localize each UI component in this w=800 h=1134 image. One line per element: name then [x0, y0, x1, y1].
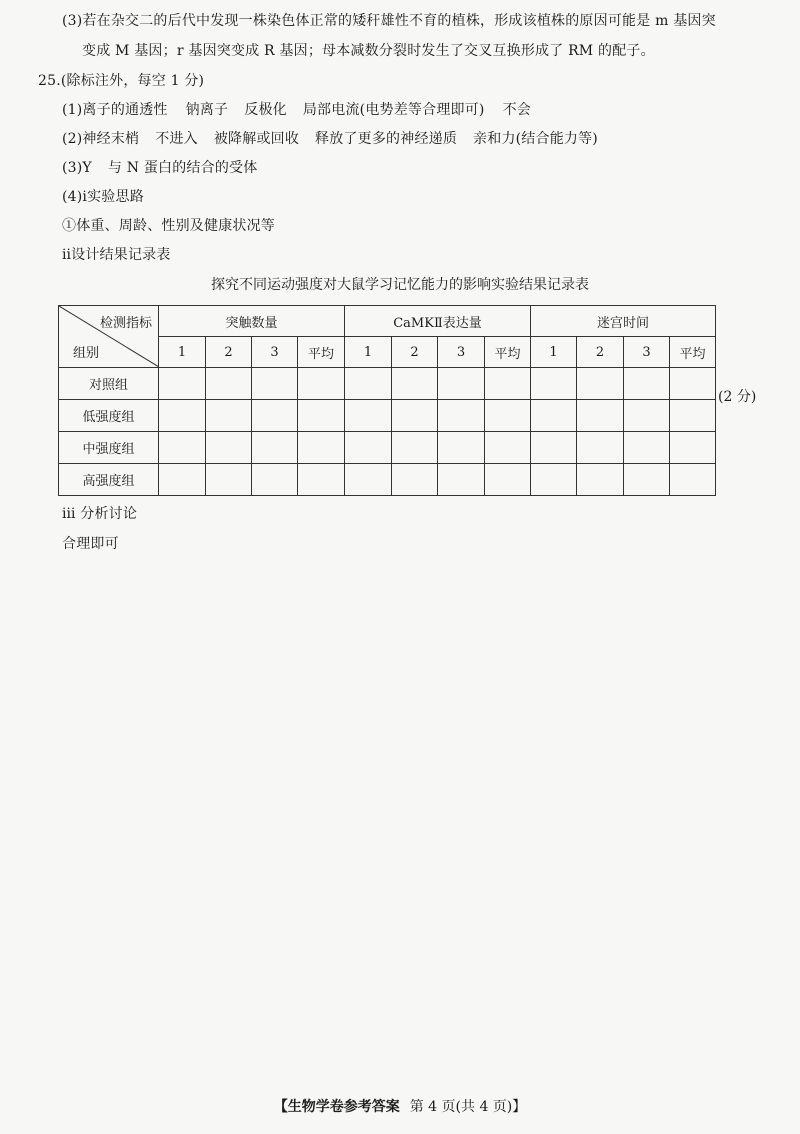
- q25-answer-4-item-3: ⅲ 分析讨论: [62, 506, 138, 522]
- answer-3-blank-1: (3)Y: [62, 160, 92, 176]
- footer-title: 【生物学卷参考答案: [273, 1099, 400, 1115]
- subheader-3: 3: [252, 337, 298, 368]
- corner-header-group: 组别: [73, 346, 100, 361]
- answer-2-blank-2: 不进入: [155, 131, 198, 147]
- answer-2-blank-4: 释放了更多的神经递质: [315, 131, 458, 147]
- row-label-control: 对照组: [59, 368, 159, 400]
- q25-answer-1: [62, 100, 531, 120]
- row-label-high-intensity: 高强度组: [59, 464, 159, 496]
- q25-answer-4-item-1: ①体重、周龄、性别及健康状况等: [62, 218, 275, 234]
- q24-3-line1: (3)若在杂交二的后代中发现一株染色体正常的矮秆雄性不育的植株，形成该植株的原因可能是 m 基因突: [62, 13, 716, 29]
- subheader-2: 2: [206, 337, 252, 368]
- q25-answer-4-heading: (4)ⅰ实验思路: [62, 189, 144, 205]
- row-label-medium-intensity: 中强度组: [59, 432, 159, 464]
- table-title: 探究不同运动强度对大鼠学习记忆能力的影响实验结果记录表: [211, 277, 589, 293]
- corner-header-indicator: 检测指标: [99, 316, 152, 331]
- q25-answer-4-item-3-answer: 合理即可: [62, 536, 119, 552]
- result-record-table: [58, 305, 716, 496]
- table-row: [59, 432, 716, 464]
- page-footer: [0, 1097, 800, 1117]
- subheader-average: 平均: [670, 337, 716, 368]
- answer-1-blank-2: 钠离子: [185, 102, 229, 118]
- answer-2-blank-3: 被降解或回收: [213, 131, 300, 147]
- table-row: [59, 400, 716, 432]
- q24-3-line2: 变成 M 基因；r 基因突变成 R 基因；母本减数分裂时发生了交叉互换形成了 RM 的配子。: [82, 43, 655, 59]
- group-header-maze-time: 迷宫时间: [531, 306, 716, 337]
- group-header-camk-expression: CaMKⅡ表达量: [345, 306, 531, 337]
- subheader-1: 1: [345, 337, 392, 368]
- table-corner-cell: [59, 306, 159, 368]
- answer-1-blank-3: 反极化: [244, 102, 287, 118]
- subheader-1: 1: [531, 337, 577, 368]
- answer-2-blank-1: (2)神经末梢: [62, 131, 140, 147]
- answer-1-blank-5: 不会: [502, 102, 531, 118]
- group-header-synapse-count: 突触数量: [159, 306, 345, 337]
- q25-answer-2: [62, 129, 598, 149]
- subheader-3: 3: [438, 337, 485, 368]
- score-note: (2 分): [718, 389, 757, 405]
- answer-2-blank-5: 亲和力(结合能力等): [473, 131, 598, 147]
- answer-3-blank-2: 与 N 蛋白的结合的受体: [107, 160, 258, 176]
- subheader-average: 平均: [485, 337, 531, 368]
- table-row: [59, 464, 716, 496]
- subheader-2: 2: [577, 337, 624, 368]
- subheader-3: 3: [624, 337, 670, 368]
- footer-page-number: 第 4 页(共 4 页)】: [409, 1099, 527, 1115]
- answer-1-blank-4: 局部电流(电势差等合理即可): [302, 102, 485, 118]
- q25-answer-3: [62, 158, 257, 178]
- q25-header: 25.(除标注外，每空 1 分): [38, 73, 205, 89]
- q25-answer-4-item-2: ⅱ设计结果记录表: [62, 247, 171, 263]
- table-row: [59, 368, 716, 400]
- subheader-2: 2: [392, 337, 438, 368]
- subheader-1: 1: [159, 337, 206, 368]
- row-label-low-intensity: 低强度组: [59, 400, 159, 432]
- answer-1-blank-1: (1)离子的通透性: [62, 102, 168, 118]
- subheader-average: 平均: [298, 337, 345, 368]
